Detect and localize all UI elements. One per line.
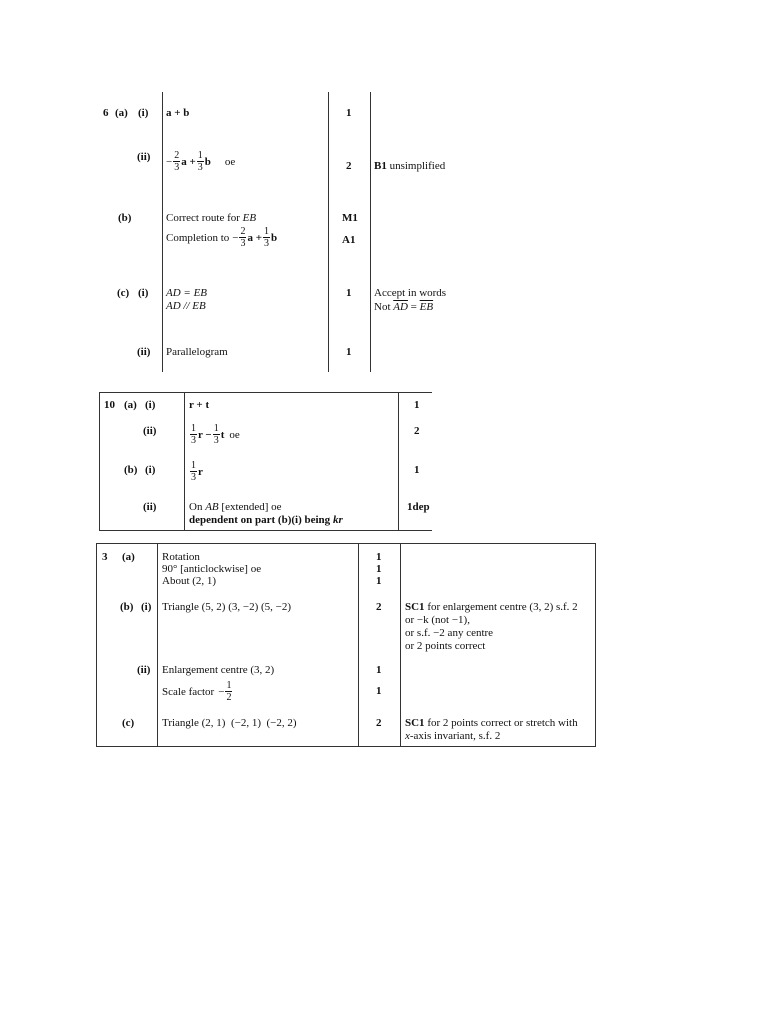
q3-bii-line2: Scale factor − $\frac{1}{2}$ [162, 680, 232, 703]
q6-ai-mark: 1 [346, 107, 352, 119]
q10-bi-mark: 1 [414, 464, 420, 476]
q6-part-ci-label: (i) [138, 287, 149, 299]
q10-part-b-label: (b) [124, 464, 138, 476]
q6-ci-line1: AD = EB [166, 287, 208, 299]
q10-aii-mark: 2 [414, 425, 420, 437]
q10-top-border [99, 392, 432, 393]
q10-aii-answer: $\frac{1}{3}$ r − $\frac{1}{3}$ t oe [191, 423, 240, 446]
q6-ci-mark: 1 [346, 287, 352, 299]
fraction: $\frac{1}{3}$ [191, 423, 196, 446]
q3-a-line1: Rotation [162, 551, 200, 563]
q6-cii-mark: 1 [346, 346, 352, 358]
fraction: $\frac{1}{3}$ [213, 423, 219, 446]
q10-bii-line1: On AB [extended] oe [189, 501, 282, 513]
q3-c-note-line1: SC1 for 2 points correct or stretch with [405, 717, 578, 729]
q3-divider-3 [400, 543, 401, 747]
q3-c-mark: 2 [376, 717, 382, 729]
q3-c-answer: Triangle (2, 1) (−2, 1) (−2, 2) [162, 717, 297, 729]
q6-aii-note: B1 unsimplified [374, 160, 446, 172]
fraction: $\frac{1}{3}$ [191, 460, 196, 483]
q3-bi-note-line3: or s.f. −2 any centre [405, 627, 494, 639]
fraction: $\frac{1}{3}$ [264, 226, 269, 249]
q10-part-a-label: (a) [124, 399, 137, 411]
q3-bi-mark: 2 [376, 601, 382, 613]
q6-part-ai-label: (i) [138, 107, 149, 119]
q10-bottom-border [99, 530, 432, 531]
q6-ci-note1: Accept in words [374, 287, 447, 299]
q3-bi-note-line4: or 2 points correct [405, 640, 486, 652]
q6-divider-2 [328, 92, 329, 372]
q6-aii-answer: − $\frac{2}{3}$ a + $\frac{1}{3}$ b oe [166, 150, 236, 173]
q6-ai-answer: a + b [166, 107, 190, 119]
q10-bii-line2: dependent on part (b)(i) being kr [189, 514, 343, 526]
q6-part-aii-label: (ii) [137, 151, 151, 163]
q10-divider-1 [184, 392, 185, 531]
q3-part-a-label: (a) [122, 551, 135, 563]
q6-ci-note2: Not $\overline{AD} = \overline{EB}$ [374, 301, 434, 313]
q6-part-b-label: (b) [118, 212, 132, 224]
q10-ai-mark: 1 [414, 399, 420, 411]
q3-bii-line1: Enlargement centre (3, 2) [162, 664, 275, 676]
q6-b-line2: Completion to − $\frac{2}{3}$ a + $\frac{1}{3}$ b [166, 226, 278, 249]
fraction: $\frac{2}{3}$ [240, 226, 246, 249]
q3-a-mark-3: 1 [376, 575, 382, 587]
q3-a-mark-1: 1 [376, 551, 382, 563]
q3-bi-note-line1: SC1 for enlargement centre (3, 2) s.f. 2 [405, 601, 578, 613]
q6-divider-1 [162, 92, 163, 372]
q10-part-bi-label: (i) [145, 464, 156, 476]
q10-part-ai-label: (i) [145, 399, 156, 411]
q10-ai-answer: r + t [189, 399, 210, 411]
q10-part-aii-label: (ii) [143, 425, 157, 437]
q10-left-border [99, 392, 100, 531]
q3-part-c-label: (c) [122, 717, 135, 729]
q6-b-mark-m1: M1 [342, 212, 358, 224]
q6-b-mark-a1: A1 [342, 234, 356, 246]
q3-a-mark-2: 1 [376, 563, 382, 575]
q10-bii-mark: 1dep [407, 501, 430, 513]
q10-divider-2 [398, 392, 399, 531]
q6-part-a-label: (a) [115, 107, 128, 119]
q6-part-cii-label: (ii) [137, 346, 151, 358]
q3-bi-answer: Triangle (5, 2) (3, −2) (5, −2) [162, 601, 292, 613]
fraction: $\frac{1}{2}$ [226, 680, 232, 703]
q6-ci-line2: AD // EB [166, 300, 206, 312]
q3-part-b-label: (b) [120, 601, 134, 613]
q3-bii-line2-mark: 1 [376, 685, 382, 697]
q3-part-bii-label: (ii) [137, 664, 151, 676]
q3-part-bi-label: (i) [141, 601, 152, 613]
q3-bii-line1-mark: 1 [376, 664, 382, 676]
q3-c-note-line2: x-axis invariant, s.f. 2 [405, 730, 501, 742]
q6-part-c-label: (c) [117, 287, 130, 299]
q3-a-line3: About (2, 1) [162, 575, 217, 587]
q3-number: 3 [102, 551, 108, 563]
q6-divider-3 [370, 92, 371, 372]
q3-divider-1 [157, 543, 158, 747]
q6-number: 6 [103, 107, 109, 119]
minus-sign: − [166, 155, 173, 168]
q10-part-bii-label: (ii) [143, 501, 157, 513]
fraction: $\frac{1}{3}$ [197, 150, 203, 173]
q3-a-line2: 90° [anticlockwise] oe [162, 563, 262, 575]
q10-number: 10 [104, 399, 115, 411]
q6-cii-answer: Parallelogram [166, 346, 228, 358]
fraction: $\frac{2}{3}$ [174, 150, 180, 173]
q3-bi-note-line2: or −k (not −1), [405, 614, 470, 626]
q6-aii-mark: 2 [346, 160, 352, 172]
q6-b-line1: Correct route for EB [166, 212, 257, 224]
q3-divider-2 [358, 543, 359, 747]
q10-bi-answer: $\frac{1}{3}$ r [191, 460, 203, 483]
